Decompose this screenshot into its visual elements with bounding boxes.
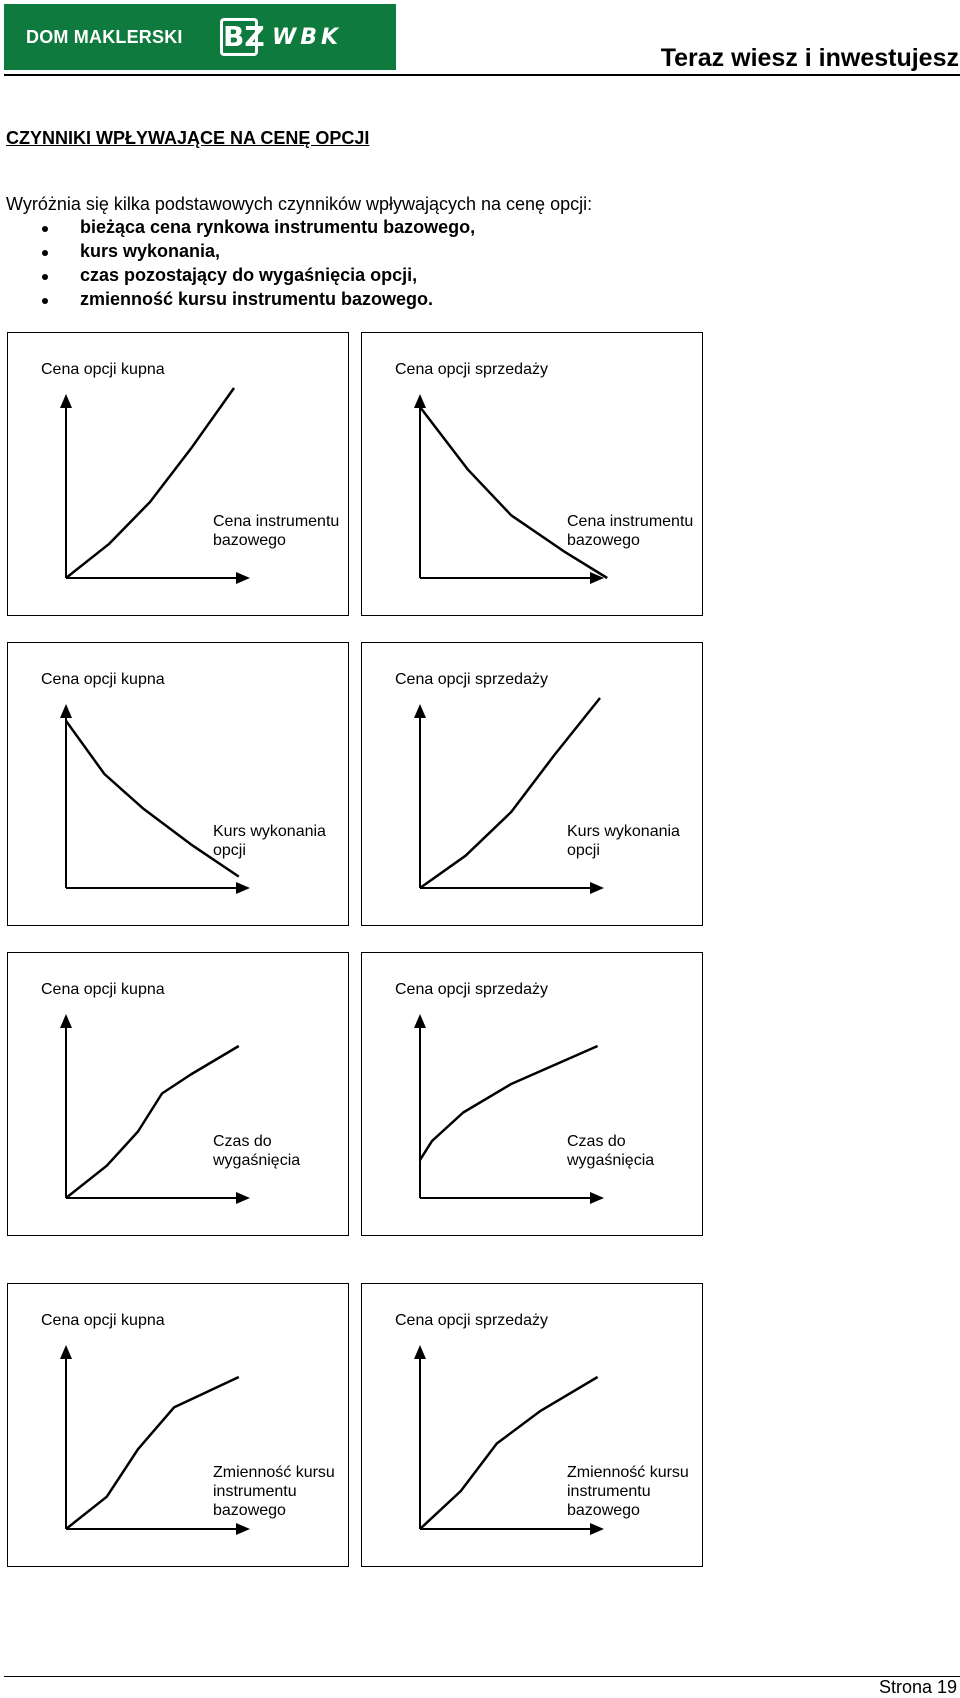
- chart-y-label: Cena opcji kupna: [41, 981, 165, 998]
- bullet-icon: [42, 274, 48, 280]
- chart-x-label: Cena instrumentu bazowego: [567, 513, 694, 549]
- chart-plot: [8, 953, 350, 1237]
- header-slogan: Teraz wiesz i inwestujesz: [660, 44, 959, 72]
- chart-x-label: Czas do wygaśnięcia: [567, 1133, 655, 1169]
- list-item: [0, 241, 700, 265]
- x-axis-arrow-icon: [236, 572, 250, 584]
- chart-y-label: Cena opcji sprzedaży: [395, 361, 548, 378]
- chart-call-vs-underlying: [7, 332, 349, 616]
- list-item: [0, 265, 700, 289]
- x-axis-arrow-icon: [590, 882, 604, 894]
- chart-x-label: Kurs wykonania opcji: [567, 823, 680, 859]
- y-axis-arrow-icon: [60, 394, 72, 408]
- x-axis-arrow-icon: [236, 1523, 250, 1535]
- chart-put-vs-strike: [361, 642, 703, 926]
- chart-call-vs-strike: [7, 642, 349, 926]
- y-axis-arrow-icon: [60, 1345, 72, 1359]
- page-number: Strona 19: [878, 1677, 957, 1697]
- list-item: [0, 217, 700, 241]
- chart-put-vs-time: [361, 952, 703, 1236]
- list-item-text: kurs wykonania,: [80, 241, 221, 261]
- x-axis-arrow-icon: [590, 1192, 604, 1204]
- bullet-icon: [42, 226, 48, 232]
- chart-y-label: Cena opcji kupna: [41, 361, 165, 378]
- footer-divider: [4, 1676, 960, 1677]
- chart-plot: [8, 1284, 350, 1568]
- list-item-text: bieżąca cena rynkowa instrumentu bazowego,: [80, 217, 476, 237]
- chart-x-label: Zmienność kursu instrumentu bazowego: [567, 1464, 689, 1519]
- chart-plot: [362, 953, 704, 1237]
- x-axis-arrow-icon: [236, 1192, 250, 1204]
- brand-logo: [4, 4, 396, 70]
- chart-y-label: Cena opcji sprzedaży: [395, 981, 548, 998]
- chart-y-label: Cena opcji kupna: [41, 1312, 165, 1329]
- chart-x-label: Zmienność kursu instrumentu bazowego: [213, 1464, 335, 1519]
- x-axis-arrow-icon: [236, 882, 250, 894]
- logo-text: DOM MAKLERSKI: [26, 26, 183, 47]
- y-axis-arrow-icon: [60, 704, 72, 718]
- list-item: [0, 289, 700, 313]
- header-divider: [4, 74, 960, 76]
- list-item-text: zmienność kursu instrumentu bazowego.: [80, 289, 434, 309]
- chart-y-label: Cena opcji sprzedaży: [395, 1312, 548, 1329]
- chart-call-vs-time: [7, 952, 349, 1236]
- factors-list: [0, 217, 700, 313]
- chart-put-vs-volatility: [361, 1283, 703, 1567]
- chart-x-label: Czas do wygaśnięcia: [213, 1133, 301, 1169]
- y-axis-arrow-icon: [414, 704, 426, 718]
- chart-y-label: Cena opcji sprzedaży: [395, 671, 548, 688]
- chart-x-label: Cena instrumentu bazowego: [213, 513, 340, 549]
- chart-plot: [8, 643, 350, 927]
- y-axis-arrow-icon: [60, 1014, 72, 1028]
- y-axis-arrow-icon: [414, 394, 426, 408]
- chart-plot: [362, 333, 704, 617]
- logo-brand: WBK: [272, 25, 343, 50]
- chart-plot: [8, 333, 350, 617]
- chart-put-vs-underlying: [361, 332, 703, 616]
- chart-x-label: Kurs wykonania opcji: [213, 823, 326, 859]
- section-title: CZYNNIKI WPŁYWAJĄCE NA CENĘ OPCJI: [6, 128, 370, 148]
- x-axis-arrow-icon: [590, 1523, 604, 1535]
- series-line: [66, 388, 234, 578]
- list-item-text: czas pozostający do wygaśnięcia opcji,: [80, 265, 418, 285]
- logo-mark-icon: BZ: [220, 18, 258, 56]
- bullet-icon: [42, 298, 48, 304]
- y-axis-arrow-icon: [414, 1014, 426, 1028]
- bullet-icon: [42, 250, 48, 256]
- series-line: [420, 407, 607, 578]
- intro-paragraph: Wyróżnia się kilka podstawowych czynników wpływających na cenę opcji:: [6, 194, 593, 214]
- chart-plot: [362, 1284, 704, 1568]
- series-line: [66, 1046, 239, 1198]
- chart-plot: [362, 643, 704, 927]
- chart-call-vs-volatility: [7, 1283, 349, 1567]
- chart-y-label: Cena opcji kupna: [41, 671, 165, 688]
- y-axis-arrow-icon: [414, 1345, 426, 1359]
